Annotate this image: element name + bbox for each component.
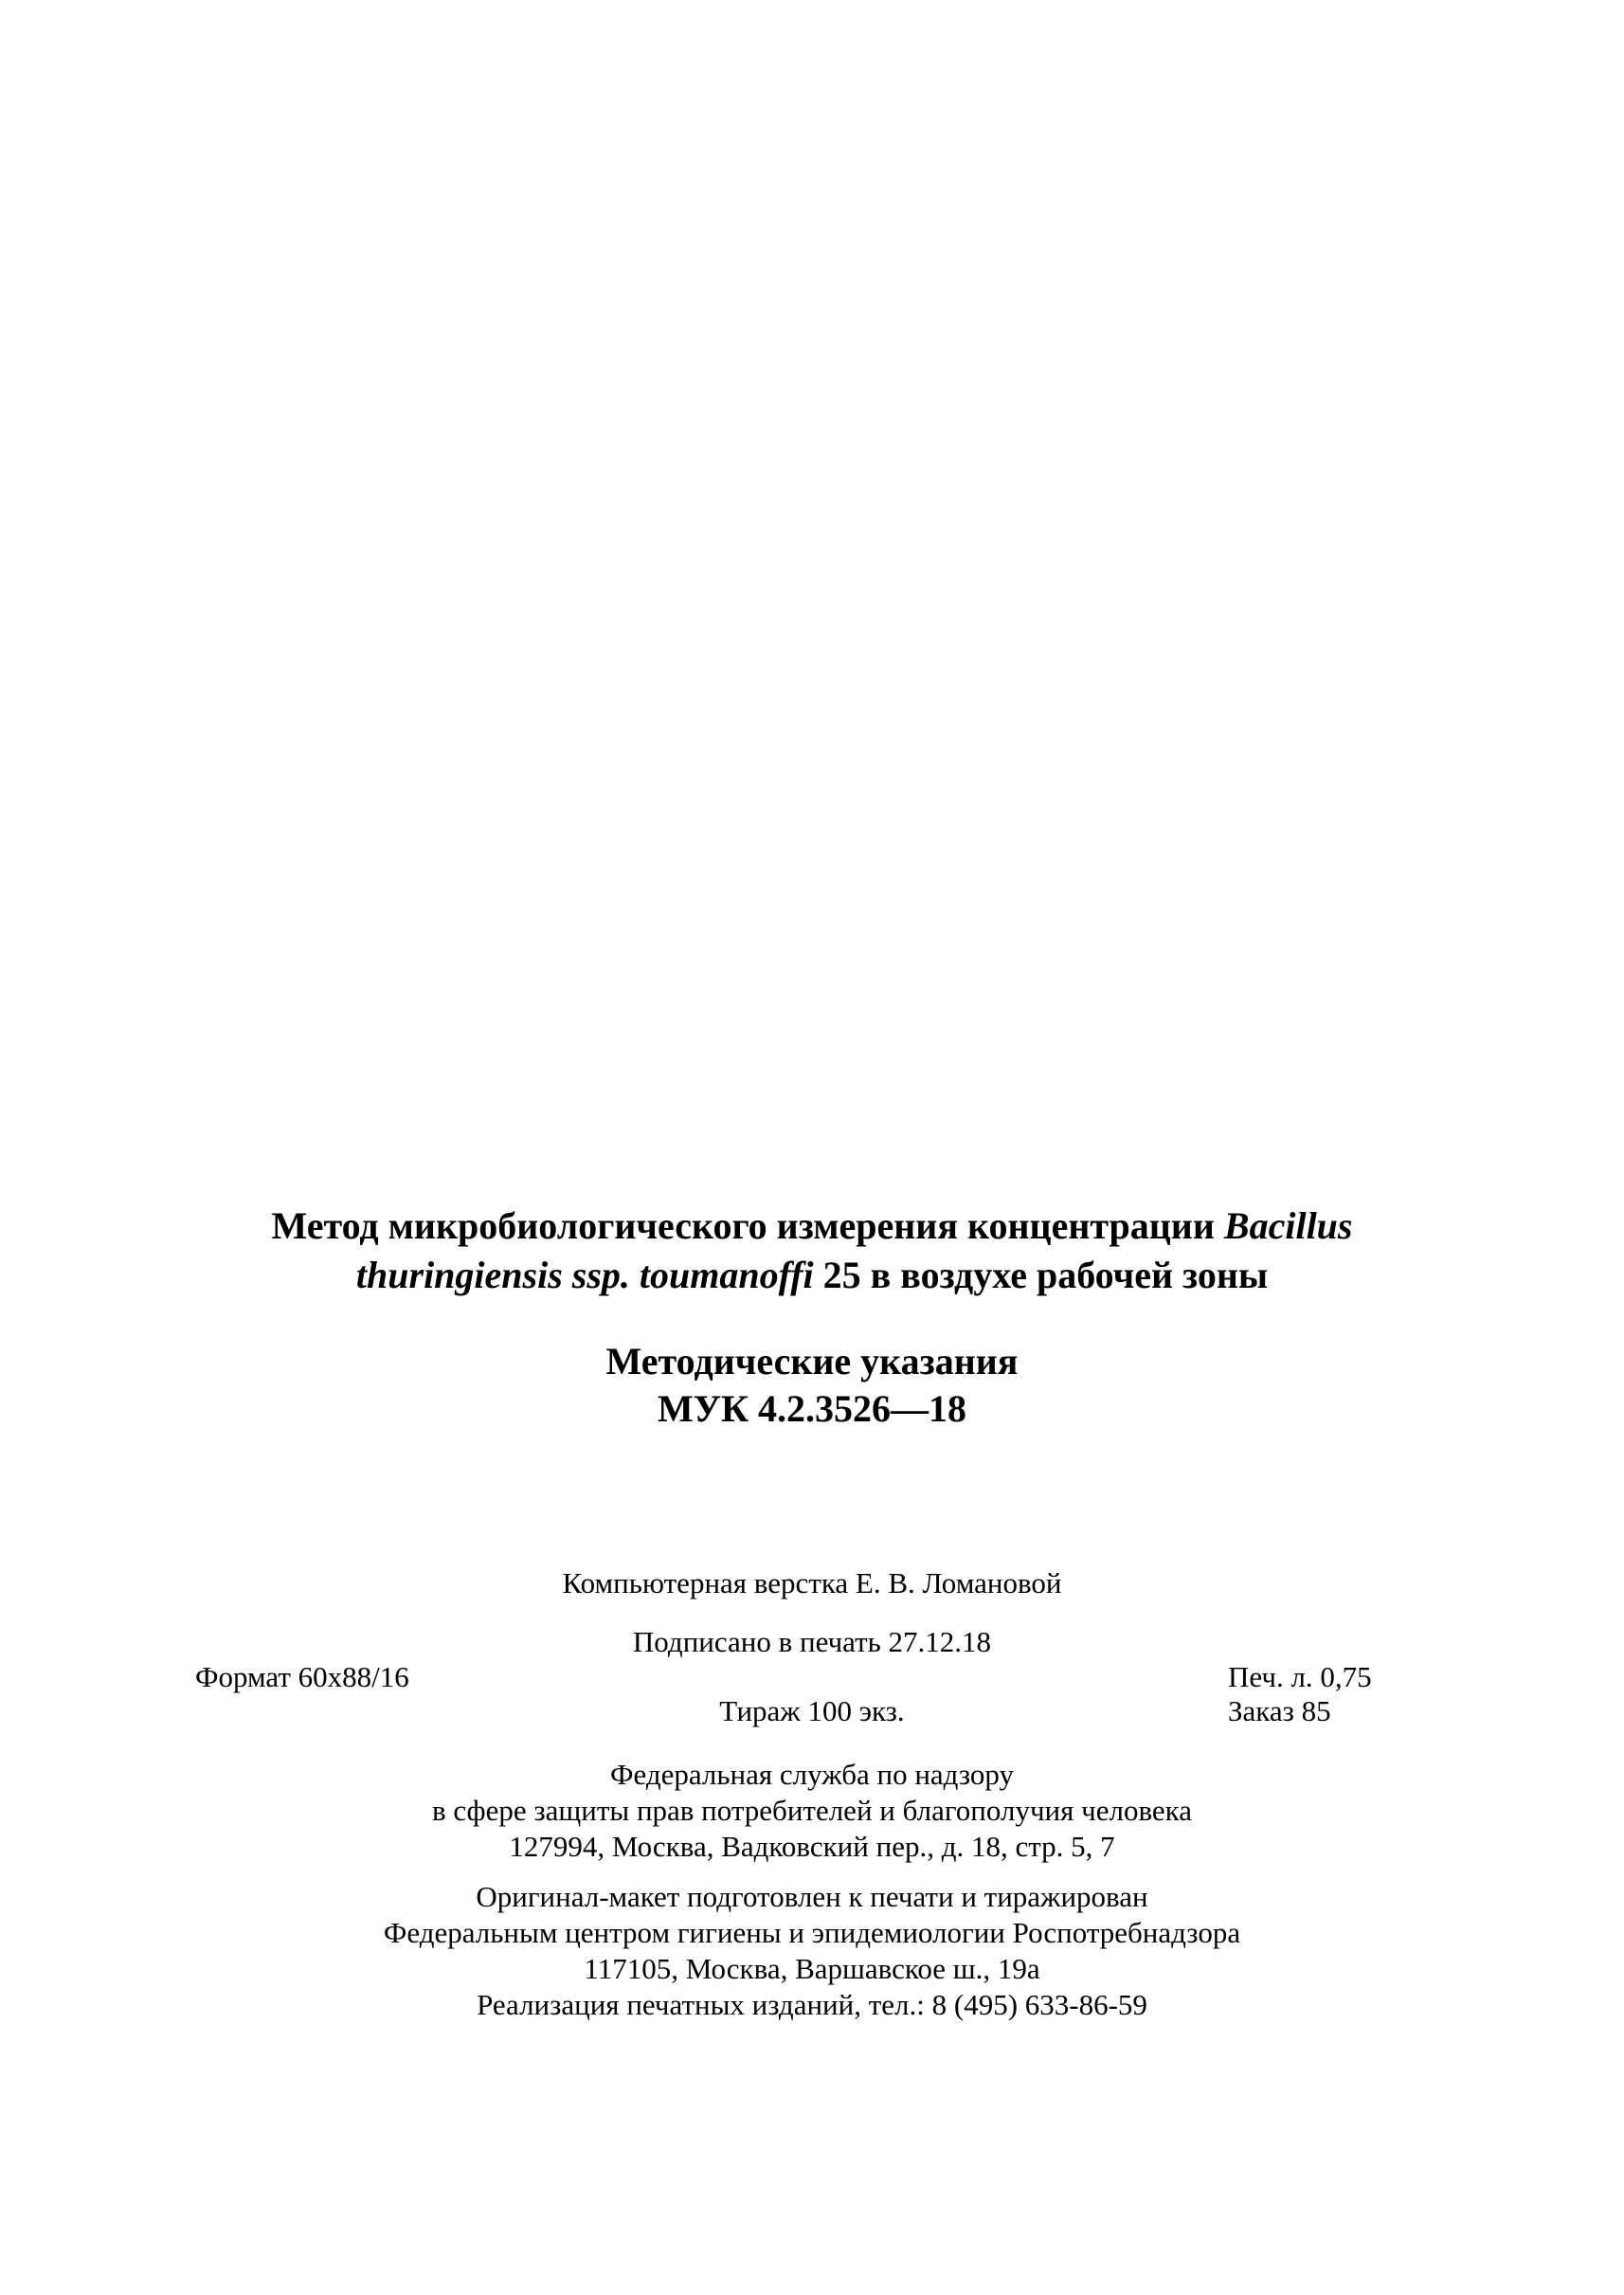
document-subtitle (0, 1338, 1624, 1433)
title-line-2-text: 25 в воздухе рабочей зоны (813, 1254, 1269, 1296)
title-species-name: thuringiensis ssp. toumanoffi (355, 1254, 814, 1296)
layout-credit: Компьютерная верстка Е. В. Ломановой (562, 1566, 1062, 1599)
printer-line-2: Федеральным центром гигиены и эпидемиологии Роспотребнадзора (383, 1916, 1241, 1949)
publisher-block (0, 1757, 1624, 1865)
print-sheets: Печ. л. 0,75 (1228, 1660, 1372, 1693)
circulation-info: Тираж 100 экз. (719, 1694, 905, 1727)
signed-date: Подписано в печать 27.12.18 (632, 1625, 992, 1658)
format-info: Формат 60х88/16 (195, 1660, 409, 1693)
printer-block (0, 1879, 1624, 2023)
printer-line-1: Оригинал-макет подготовлен к печати и тиражирован (476, 1880, 1148, 1913)
document-code: МУК 4.2.3526—18 (657, 1387, 967, 1430)
title-line-1 (0, 1202, 1624, 1251)
title-line-1-text: Метод микробиологического измерения концентрации (271, 1204, 1224, 1247)
publisher-line-1: Федеральная служба по надзору (610, 1758, 1014, 1791)
printer-address: 117105, Москва, Варшавское ш., 19а (584, 1952, 1040, 1985)
printer-contact: Реализация печатных изданий, тел.: 8 (495) 633-86-59 (477, 1988, 1147, 2021)
title-species-genus: Bacillus (1223, 1204, 1353, 1247)
title-line-2 (0, 1251, 1624, 1300)
document-type: Методические указания (605, 1340, 1019, 1382)
order-number: Заказ 85 (1228, 1694, 1331, 1727)
publisher-address: 127994, Москва, Вадковский пер., д. 18, стр. 5, 7 (509, 1830, 1115, 1863)
document-title (0, 1202, 1624, 1300)
publisher-line-2: в сфере защиты прав потребителей и благополучия человека (431, 1794, 1193, 1827)
